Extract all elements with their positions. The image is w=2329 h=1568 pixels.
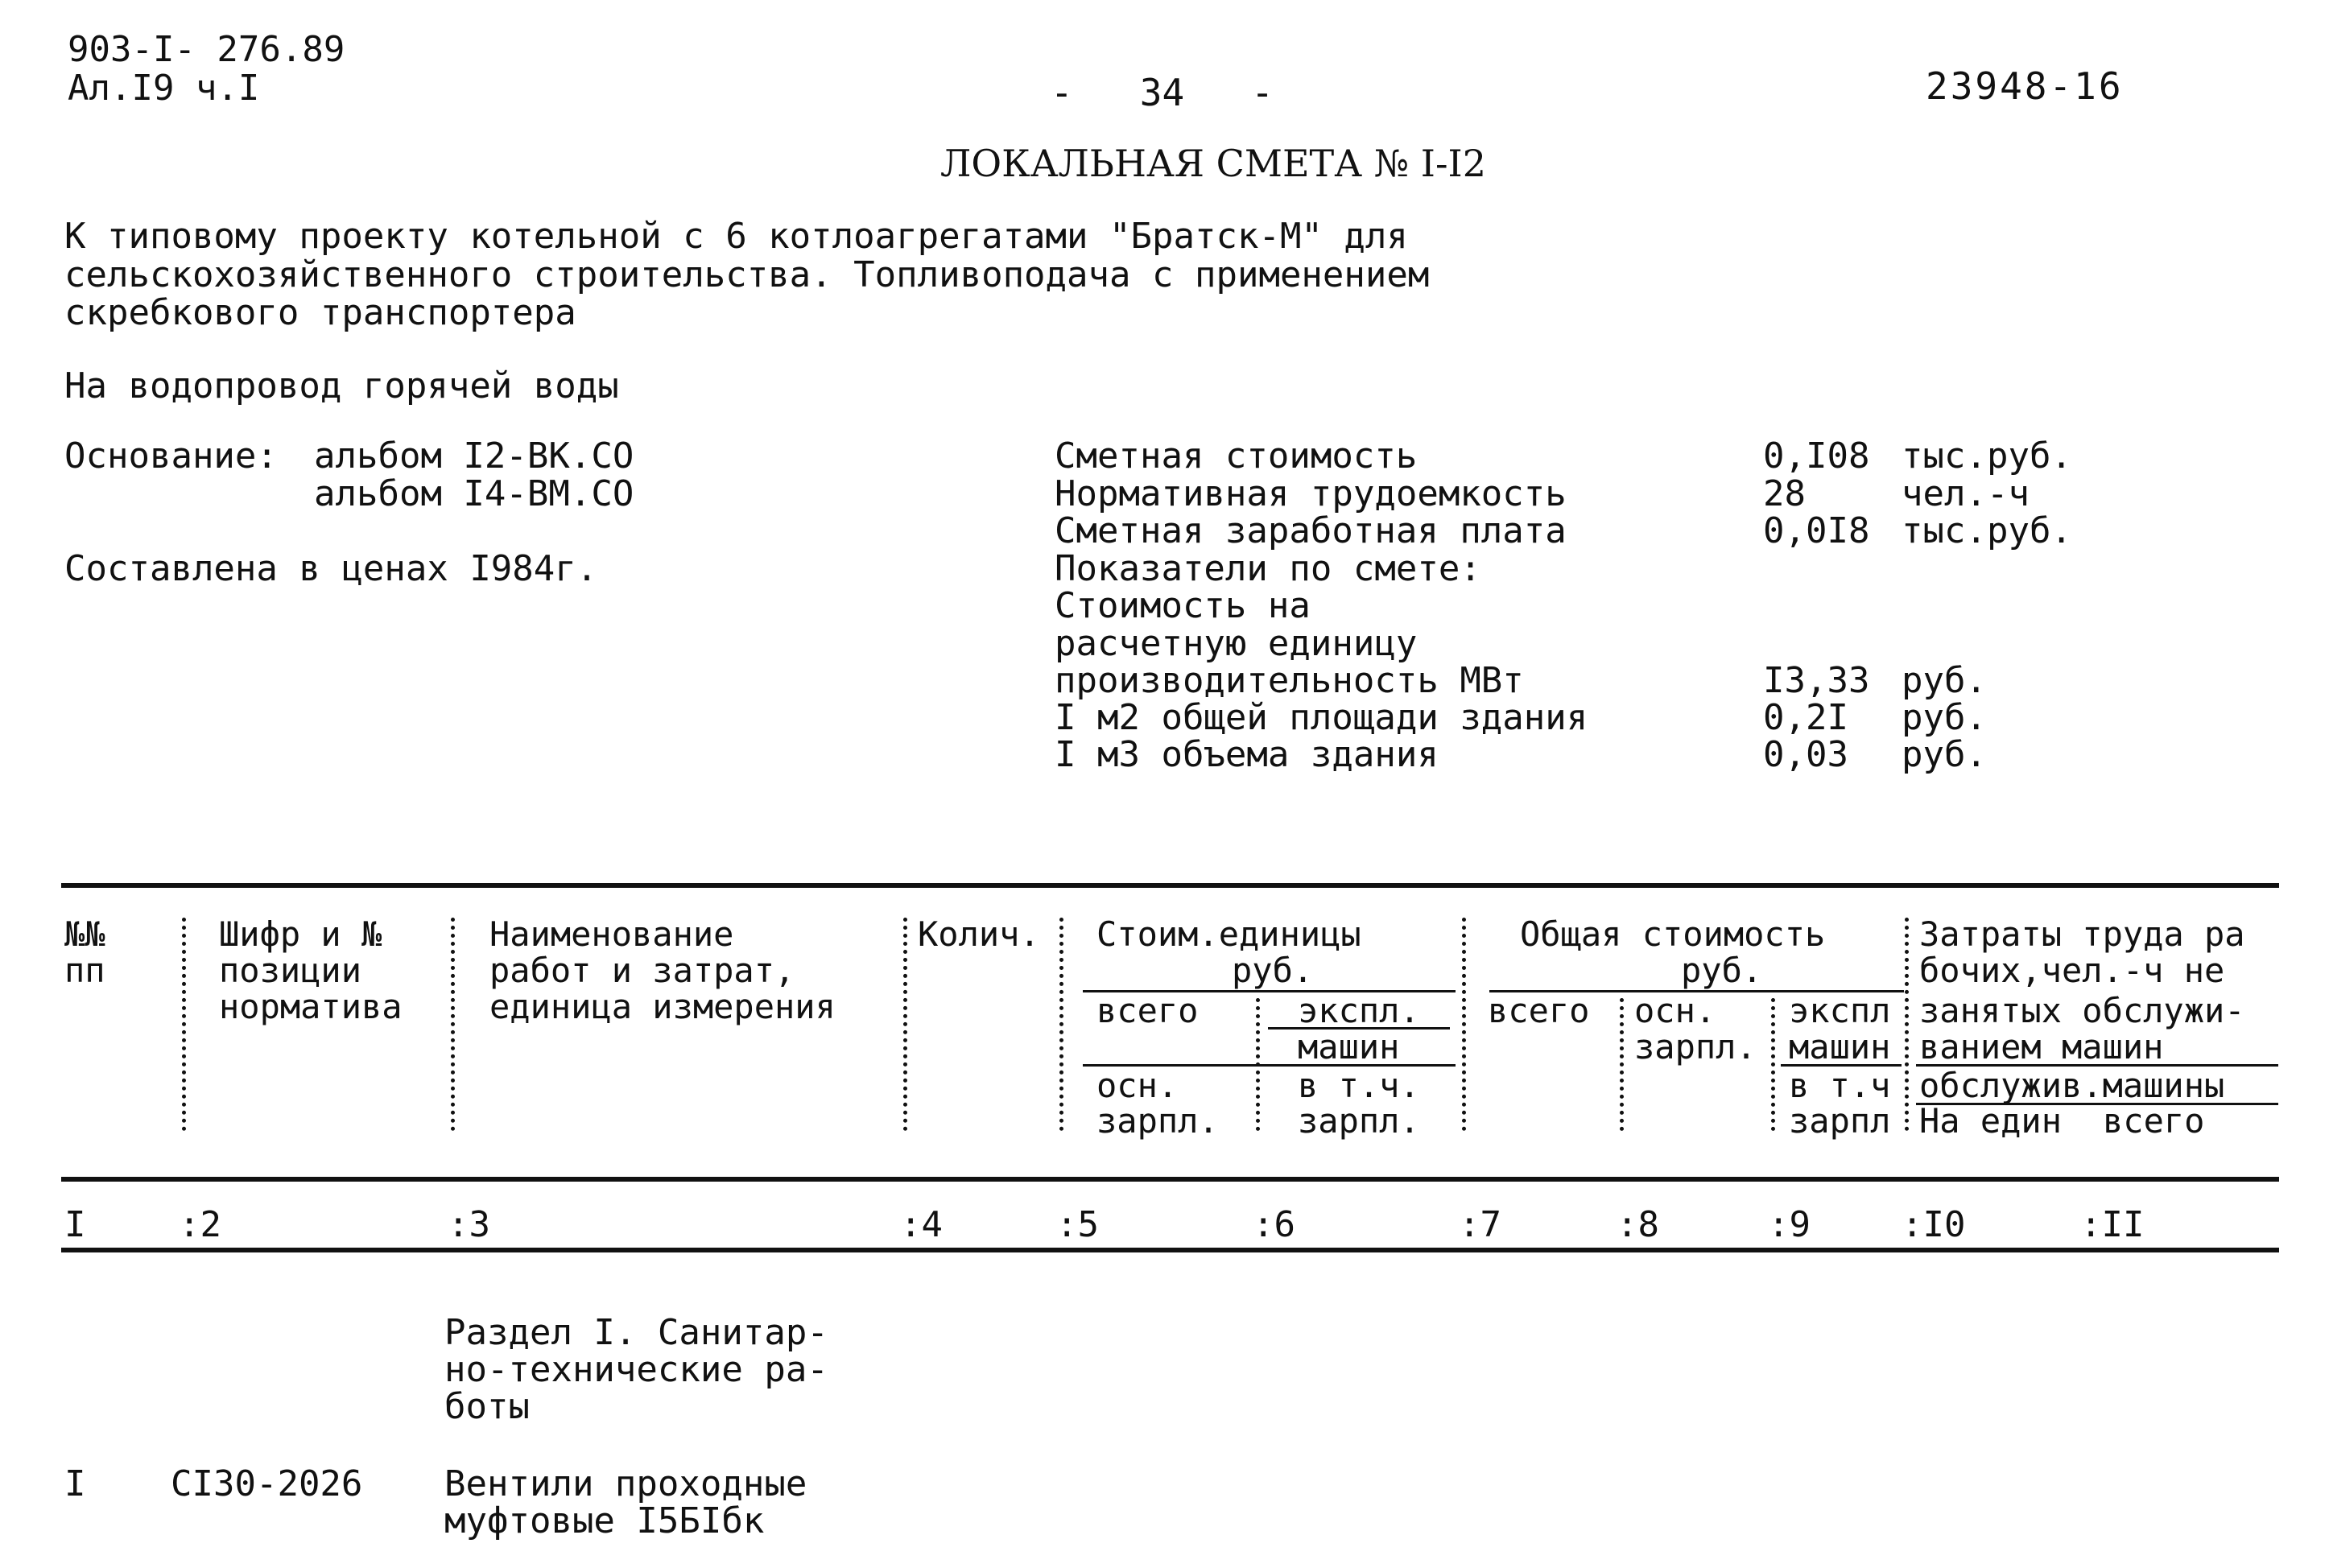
header-uc-wage: зарпл. bbox=[1096, 1101, 1219, 1141]
indicator-label: Сметная стоимость bbox=[1055, 435, 1418, 477]
header-code: позиции bbox=[219, 951, 362, 990]
header-uc-machine: экспл. bbox=[1298, 991, 1420, 1030]
column-separator bbox=[1771, 998, 1775, 1131]
column-separator bbox=[1059, 918, 1063, 1131]
column-number: :5 bbox=[1056, 1204, 1099, 1245]
header-tc-total: всего bbox=[1488, 991, 1590, 1030]
estimate-subject: На водопровод горячей воды bbox=[64, 365, 619, 406]
header-labor: Затраты труда ра bbox=[1919, 914, 2245, 954]
intro-line: сельскохозяйственного строительства. Топливоподача с применением bbox=[64, 254, 1430, 295]
column-number: :7 bbox=[1459, 1204, 1501, 1245]
indicator-value: 0,03 bbox=[1763, 734, 1848, 775]
column-number: :6 bbox=[1253, 1204, 1295, 1245]
header-name: работ и затрат, bbox=[489, 951, 795, 990]
numbers-bottom-rule bbox=[61, 1248, 2279, 1252]
column-number: :II bbox=[2080, 1204, 2145, 1245]
indicator-label: Показатели по смете: bbox=[1055, 548, 1481, 589]
header-tc-machine: зарпл bbox=[1789, 1101, 1891, 1141]
indicator-label: Нормативная трудоемкость bbox=[1055, 473, 1567, 514]
page-number: - 34 - bbox=[1051, 71, 1274, 114]
header-tc-wage: зарпл. bbox=[1634, 1027, 1757, 1067]
header-name: единица измерения bbox=[489, 987, 836, 1026]
header-total-cost: Общая стоимость bbox=[1520, 914, 1826, 954]
header-labor: обслужив.машины bbox=[1919, 1066, 2225, 1105]
price-basis: Составлена в ценах I984г. bbox=[64, 548, 598, 589]
indicator-value: 0,0I8 bbox=[1763, 510, 1870, 551]
indicator-value: 28 bbox=[1763, 473, 1806, 514]
intro-line: К типовому проекту котельной с 6 котлоагрегатами "Братск-М" для bbox=[64, 216, 1408, 257]
header-total-cost-rub: руб. bbox=[1681, 951, 1763, 990]
indicator-unit: тыс.руб. bbox=[1902, 435, 2072, 477]
column-number: I bbox=[64, 1204, 86, 1245]
header-labor: занятых обслужи- bbox=[1919, 991, 2245, 1030]
column-separator bbox=[903, 918, 907, 1131]
indicator-label: производительность МВт bbox=[1055, 660, 1524, 701]
indicator-label: I м3 объема здания bbox=[1055, 734, 1439, 775]
indicator-unit: чел.-ч bbox=[1902, 473, 2030, 514]
column-separator bbox=[1905, 918, 1909, 1131]
stamp-number: 23948-16 bbox=[1926, 64, 2124, 108]
indicator-label: расчетную единицу bbox=[1055, 623, 1418, 664]
header-bottom-rule bbox=[61, 1177, 2279, 1182]
column-number: :8 bbox=[1617, 1204, 1659, 1245]
column-separator bbox=[451, 918, 455, 1131]
header-labor: ванием машин bbox=[1919, 1027, 2164, 1067]
column-number: :4 bbox=[900, 1204, 943, 1245]
header-labor: бочих,чел.-ч не bbox=[1919, 951, 2225, 990]
header-code: норматива bbox=[219, 987, 403, 1026]
indicator-value: I3,33 bbox=[1763, 660, 1870, 701]
table-top-rule bbox=[61, 883, 2279, 888]
column-separator bbox=[1620, 998, 1624, 1131]
header-unit-cost: Стоим.единицы bbox=[1096, 914, 1361, 954]
basis-value: альбом I4-ВМ.СО bbox=[314, 473, 634, 514]
column-number: :9 bbox=[1768, 1204, 1811, 1245]
header-labor-total: всего bbox=[2103, 1101, 2205, 1141]
basis-value: альбом I2-ВК.СО bbox=[314, 435, 634, 477]
row-name: Вентили проходные bbox=[444, 1463, 807, 1504]
section-title: боты bbox=[444, 1386, 530, 1427]
row-name: муфтовые I5БIбк bbox=[444, 1500, 765, 1541]
column-separator bbox=[1256, 998, 1260, 1131]
section-title: Раздел I. Санитар- bbox=[444, 1312, 828, 1353]
indicator-unit: руб. bbox=[1902, 660, 1987, 701]
indicator-label: I м2 общей площади здания bbox=[1055, 697, 1588, 738]
sheet-number: Ал.I9 ч.I bbox=[68, 68, 260, 109]
section-title: но-технические ра- bbox=[444, 1349, 828, 1390]
header-num: пп bbox=[64, 951, 105, 990]
header-uc-machine: машин bbox=[1298, 1027, 1400, 1067]
header-uc-machine-wage: в т.ч. bbox=[1298, 1066, 1420, 1105]
header-code: Шифр и № bbox=[219, 914, 382, 954]
header-uc-wage: осн. bbox=[1096, 1066, 1179, 1105]
header-quantity: Колич. bbox=[918, 914, 1040, 954]
header-tc-machine: машин bbox=[1789, 1027, 1891, 1067]
document-title: ЛОКАЛЬНАЯ СМЕТА № I-I2 bbox=[940, 142, 1486, 185]
header-name: Наименование bbox=[489, 914, 734, 954]
indicator-unit: руб. bbox=[1902, 734, 1987, 775]
indicator-label: Стоимость на bbox=[1055, 585, 1311, 626]
header-unit-cost-rub: руб. bbox=[1232, 951, 1314, 990]
indicator-value: 0,I08 bbox=[1763, 435, 1870, 477]
row-code: СI30-2026 bbox=[171, 1463, 363, 1504]
header-tc-machine: экспл bbox=[1789, 991, 1891, 1030]
project-code: 903-I- 276.89 bbox=[68, 29, 345, 70]
column-separator bbox=[1462, 918, 1466, 1131]
header-uc-machine-wage: зарпл. bbox=[1298, 1101, 1420, 1141]
intro-line: скребкового транспортера bbox=[64, 292, 576, 333]
column-number: :3 bbox=[448, 1204, 490, 1245]
header-labor-per-unit: На един bbox=[1919, 1101, 2063, 1141]
header-tc-wage: осн. bbox=[1634, 991, 1716, 1030]
row-number: I bbox=[64, 1463, 86, 1504]
basis-label: Основание: bbox=[64, 435, 278, 477]
header-tc-machine: в т.ч bbox=[1789, 1066, 1891, 1105]
indicator-value: 0,2I bbox=[1763, 697, 1848, 738]
indicator-unit: руб. bbox=[1902, 697, 1987, 738]
header-num: №№ bbox=[64, 914, 105, 954]
indicator-label: Сметная заработная плата bbox=[1055, 510, 1567, 551]
indicator-unit: тыс.руб. bbox=[1902, 510, 2072, 551]
header-uc-total: всего bbox=[1096, 991, 1199, 1030]
column-number: :2 bbox=[179, 1204, 221, 1245]
column-separator bbox=[182, 918, 186, 1131]
column-number: :I0 bbox=[1902, 1204, 1966, 1245]
